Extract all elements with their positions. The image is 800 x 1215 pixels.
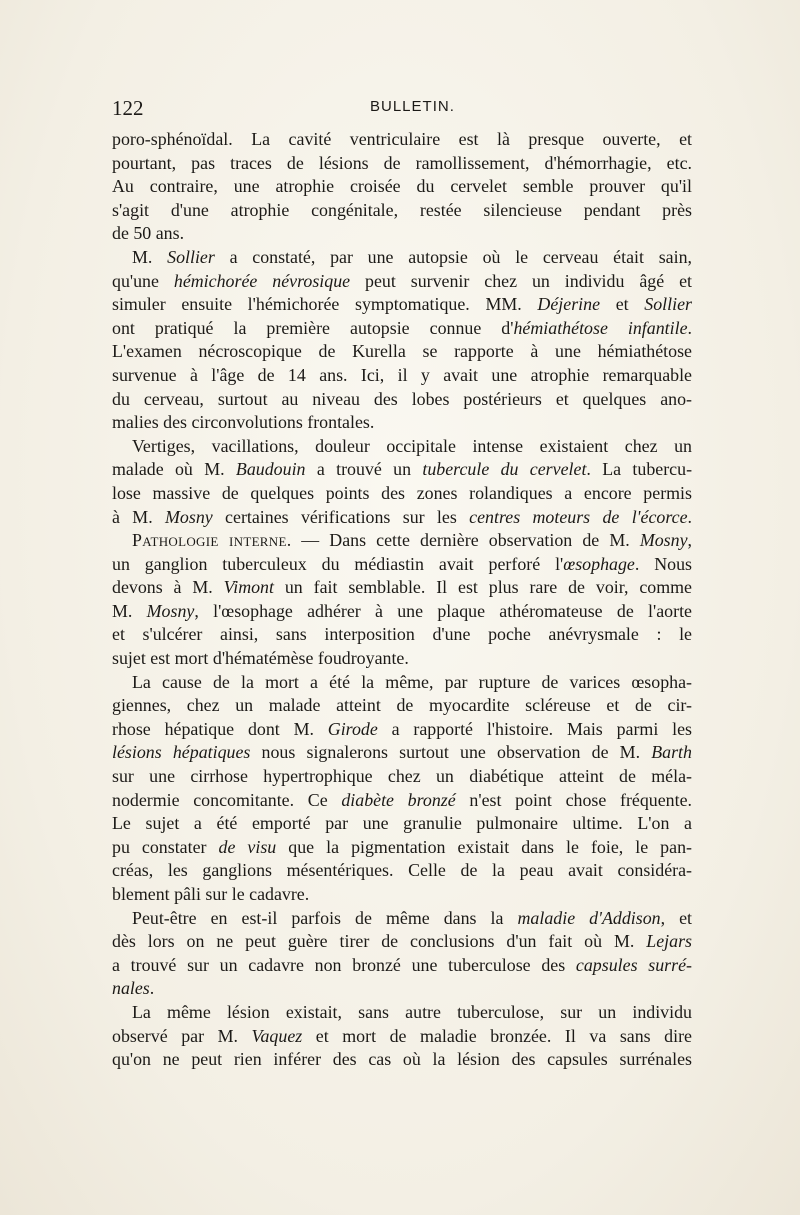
text-line bbox=[112, 553, 692, 577]
text-line bbox=[112, 1001, 692, 1025]
italic-text: lésions hépatiques bbox=[112, 742, 251, 763]
text-span: blement pâli sur le cadavre. bbox=[112, 884, 310, 904]
text-span: Peut-être en est-il parfois de même dans la bbox=[132, 907, 518, 928]
text-span: et mort de maladie bronzée. Il va sans dire bbox=[302, 1025, 693, 1046]
text-span: devons à M. bbox=[112, 577, 224, 598]
italic-text: Girode bbox=[327, 718, 378, 739]
running-title: BULLETIN. bbox=[370, 98, 455, 115]
italic-text: œsophage bbox=[563, 553, 635, 574]
text-line bbox=[112, 175, 692, 199]
text-line bbox=[112, 623, 692, 647]
italic-text: Déjerine bbox=[537, 294, 601, 315]
text-span: nous signalerons surtout une observation de M. bbox=[250, 742, 652, 763]
text-line bbox=[112, 930, 692, 954]
text-span: et s'ulcérer ainsi, sans interposition d'une poche anévrysmale : le bbox=[112, 624, 692, 645]
italic-text: Mosny bbox=[146, 600, 195, 621]
text-span: rhose hépatique dont M. bbox=[112, 718, 328, 739]
text-line bbox=[112, 907, 692, 931]
page-header bbox=[112, 96, 692, 122]
text-span: malies des circonvolutions frontales. bbox=[112, 412, 375, 433]
text-line bbox=[112, 1048, 692, 1072]
text-span: du cerveau, surtout au niveau des lobes postérieurs et quelques ano- bbox=[112, 388, 692, 409]
text-span: a rapporté l'histoire. Mais parmi les bbox=[377, 718, 692, 739]
text-line bbox=[112, 458, 692, 482]
text-line bbox=[112, 317, 692, 341]
text-line bbox=[112, 388, 692, 412]
text-span: sujet est mort d'hématémèse foudroyante. bbox=[112, 648, 409, 669]
text-line bbox=[112, 246, 692, 270]
text-line bbox=[112, 741, 692, 765]
text-span: . La tubercu- bbox=[586, 459, 693, 480]
text-line bbox=[112, 506, 692, 530]
body-text bbox=[112, 128, 692, 1072]
page-number: 122 bbox=[112, 96, 144, 120]
italic-text: de visu bbox=[218, 836, 277, 857]
text-line bbox=[112, 435, 692, 459]
text-span: pourtant, pas traces de lésions de ramollissement, d'hémorrhagie, etc. bbox=[112, 152, 692, 173]
text-span: La même lésion existait, sans autre tuberculose, sur un individu bbox=[132, 1001, 692, 1022]
text-span: a constaté, par une autopsie où le cerveau était sain, bbox=[214, 246, 692, 267]
text-span: Vertiges, vacillations, douleur occipitale intense existaient chez un bbox=[132, 435, 692, 456]
italic-text: diabète bronzé bbox=[341, 789, 456, 810]
text-span: nodermie concomitante. Ce bbox=[112, 789, 342, 810]
italic-text: Sollier bbox=[167, 246, 215, 267]
text-line bbox=[112, 222, 692, 246]
text-line bbox=[112, 293, 692, 317]
text-span: . Nous bbox=[634, 553, 692, 574]
text-span: survenue à l'âge de 14 ans. Ici, il y avait une atrophie remarquable bbox=[112, 364, 692, 385]
italic-text: Lejars bbox=[646, 931, 692, 952]
text-span: dès lors on ne peut guère tirer de conclusions d'un fait où M. bbox=[112, 931, 647, 952]
text-span: créas, les ganglions mésentériques. Celle de la peau avait considéra- bbox=[112, 860, 692, 881]
text-line bbox=[112, 718, 692, 742]
text-line bbox=[112, 789, 692, 813]
italic-text: capsules surré- bbox=[575, 954, 692, 975]
text-span: . bbox=[149, 978, 155, 999]
text-line bbox=[112, 694, 692, 718]
text-span: qu'on ne peut rien inférer des cas où la lésion des capsules surrénales bbox=[112, 1049, 692, 1070]
text-span: Le sujet a été emporté par une granulie pulmonaire ultime. L'on a bbox=[112, 813, 692, 834]
text-line bbox=[112, 671, 692, 695]
text-span: n'est point chose fréquente. bbox=[455, 789, 693, 810]
text-span: ont pratiqué la première autopsie connue d' bbox=[112, 317, 514, 338]
italic-text: Vaquez bbox=[251, 1025, 303, 1046]
section-heading: Pathologie interne bbox=[132, 530, 287, 551]
text-span: giennes, chez un malade atteint de myocardite scléreuse et de cir- bbox=[112, 695, 692, 716]
text-line bbox=[112, 859, 692, 883]
text-span: L'examen nécroscopique de Kurella se rapporte à une hémiathétose bbox=[112, 341, 692, 362]
italic-text: maladie d'Addison bbox=[517, 907, 661, 928]
text-line bbox=[112, 364, 692, 388]
italic-text: tubercule du cervelet bbox=[422, 459, 587, 480]
text-span: M. bbox=[132, 246, 168, 267]
text-span: . — Dans cette dernière observation de M. bbox=[286, 530, 640, 551]
text-line bbox=[112, 954, 692, 978]
italic-text: Sollier bbox=[644, 294, 692, 315]
text-span: La cause de la mort a été la même, par rupture de varices œsopha- bbox=[132, 671, 692, 692]
text-span: un fait semblable. Il est plus rare de voir, comme bbox=[273, 577, 692, 598]
italic-text: hémiathétose infantile bbox=[513, 317, 688, 338]
text-line bbox=[112, 152, 692, 176]
text-line bbox=[112, 128, 692, 152]
text-span: de 50 ans. bbox=[112, 223, 185, 244]
text-span: , et bbox=[660, 907, 693, 928]
italic-text: Barth bbox=[651, 742, 692, 763]
text-line bbox=[112, 199, 692, 223]
text-span: qu'une bbox=[112, 270, 174, 291]
italic-text: Vimont bbox=[223, 577, 274, 598]
text-line bbox=[112, 411, 692, 435]
text-line bbox=[112, 812, 692, 836]
text-span: pu constater bbox=[112, 836, 219, 857]
text-span: certaines vérifications sur les bbox=[212, 506, 470, 527]
text-span: que la pigmentation existait dans le foie, le pan- bbox=[276, 836, 692, 857]
text-line bbox=[112, 765, 692, 789]
text-span: . bbox=[687, 506, 692, 527]
text-span: et bbox=[600, 294, 645, 315]
text-line bbox=[112, 576, 692, 600]
text-line bbox=[112, 647, 692, 671]
text-line bbox=[112, 600, 692, 624]
text-line bbox=[112, 883, 692, 907]
text-span: observé par M. bbox=[112, 1025, 252, 1046]
text-span: s'agit d'une atrophie congénitale, restée silencieuse pendant près bbox=[112, 199, 692, 220]
text-line bbox=[112, 340, 692, 364]
text-span: , bbox=[687, 530, 693, 551]
text-span: sur une cirrhose hypertrophique chez un diabétique atteint de méla- bbox=[112, 766, 692, 787]
text-span: malade où M. bbox=[112, 459, 236, 480]
text-span: à M. bbox=[112, 506, 166, 527]
italic-text: centres moteurs de l'écorce bbox=[469, 506, 688, 527]
text-line bbox=[112, 836, 692, 860]
text-span: a trouvé sur un cadavre non bronzé une tuberculose des bbox=[112, 954, 576, 975]
text-span: . bbox=[687, 317, 693, 338]
text-span: simuler ensuite l'hémichorée symptomatique. MM. bbox=[112, 294, 538, 315]
text-span: Au contraire, une atrophie croisée du cervelet semble prouver qu'il bbox=[112, 176, 692, 197]
italic-text: Baudouin bbox=[235, 459, 306, 480]
italic-text: Mosny bbox=[165, 506, 213, 527]
text-span: peut survenir chez un individu âgé et bbox=[350, 270, 692, 291]
italic-text: nales bbox=[112, 978, 150, 999]
text-line bbox=[112, 977, 692, 1001]
text-span: a trouvé un bbox=[305, 459, 423, 480]
italic-text: Mosny bbox=[639, 530, 688, 551]
text-span: poro-sphénoïdal. La cavité ventriculaire est là presque ouverte, et bbox=[112, 129, 692, 149]
text-span: M. bbox=[112, 600, 147, 621]
italic-text: hémichorée névrosique bbox=[173, 270, 351, 291]
text-line bbox=[112, 482, 692, 506]
text-line bbox=[112, 270, 692, 294]
text-span: lose massive de quelques points des zones rolandiques a encore permis bbox=[112, 482, 692, 503]
text-line bbox=[112, 529, 692, 553]
text-line bbox=[112, 1025, 692, 1049]
text-span: un ganglion tuberculeux du médiastin avait perforé l' bbox=[112, 553, 564, 574]
text-span: , l'œsophage adhérer à une plaque athéromateuse de l'aorte bbox=[194, 600, 692, 621]
